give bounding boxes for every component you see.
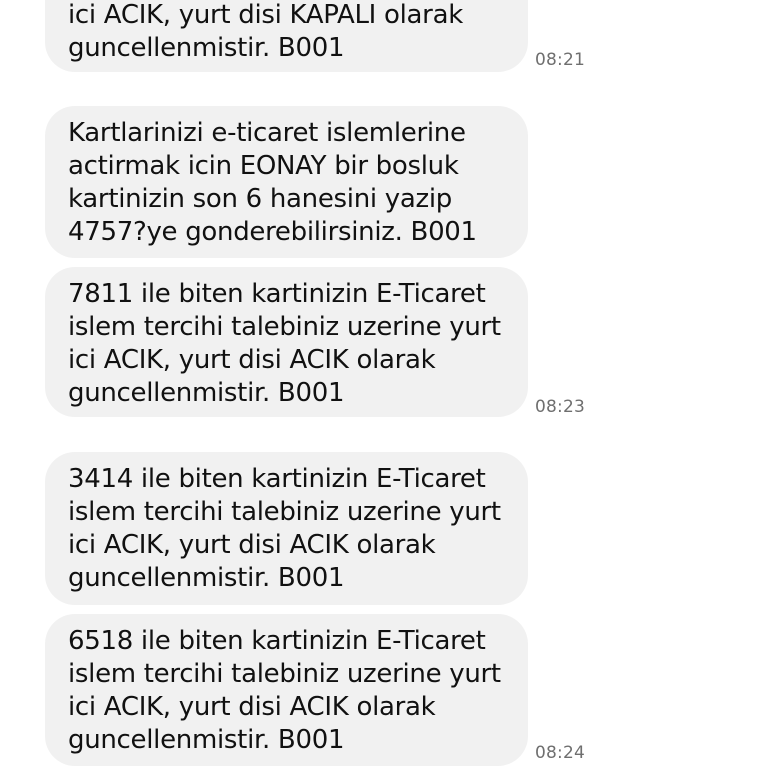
message-bubble[interactable] <box>45 0 528 72</box>
message-timestamp: 08:23 <box>535 397 585 417</box>
message-timestamp: 08:21 <box>535 50 585 70</box>
message-bubble[interactable] <box>45 452 528 605</box>
message-timestamp: 08:24 <box>535 743 585 763</box>
message-text: 7811 ile biten kartinizin E-Ticaret islem tercihi talebiniz uzerine yurt ici ACIK, yurt disi ACIK olarak guncellenmistir. B001 <box>68 279 501 408</box>
message-text: ici ACIK, yurt disi KAPALI olarak guncellenmistir. B001 <box>68 0 463 63</box>
message-text: Kartlarinizi e-ticaret islemlerine actirmak icin EONAY bir bosluk kartinizin son 6 hanesini yazip 4757?ye gonderebilirsiniz. B001 <box>68 118 477 247</box>
message-bubble[interactable] <box>45 106 528 258</box>
message-bubble[interactable] <box>45 614 528 766</box>
message-text: 3414 ile biten kartinizin E-Ticaret islem tercihi talebiniz uzerine yurt ici ACIK, yurt disi ACIK olarak guncellenmistir. B001 <box>68 464 501 593</box>
message-bubble[interactable] <box>45 267 528 417</box>
message-text: 6518 ile biten kartinizin E-Ticaret islem tercihi talebiniz uzerine yurt ici ACIK, yurt disi ACIK olarak guncellenmistir. B001 <box>68 626 501 755</box>
